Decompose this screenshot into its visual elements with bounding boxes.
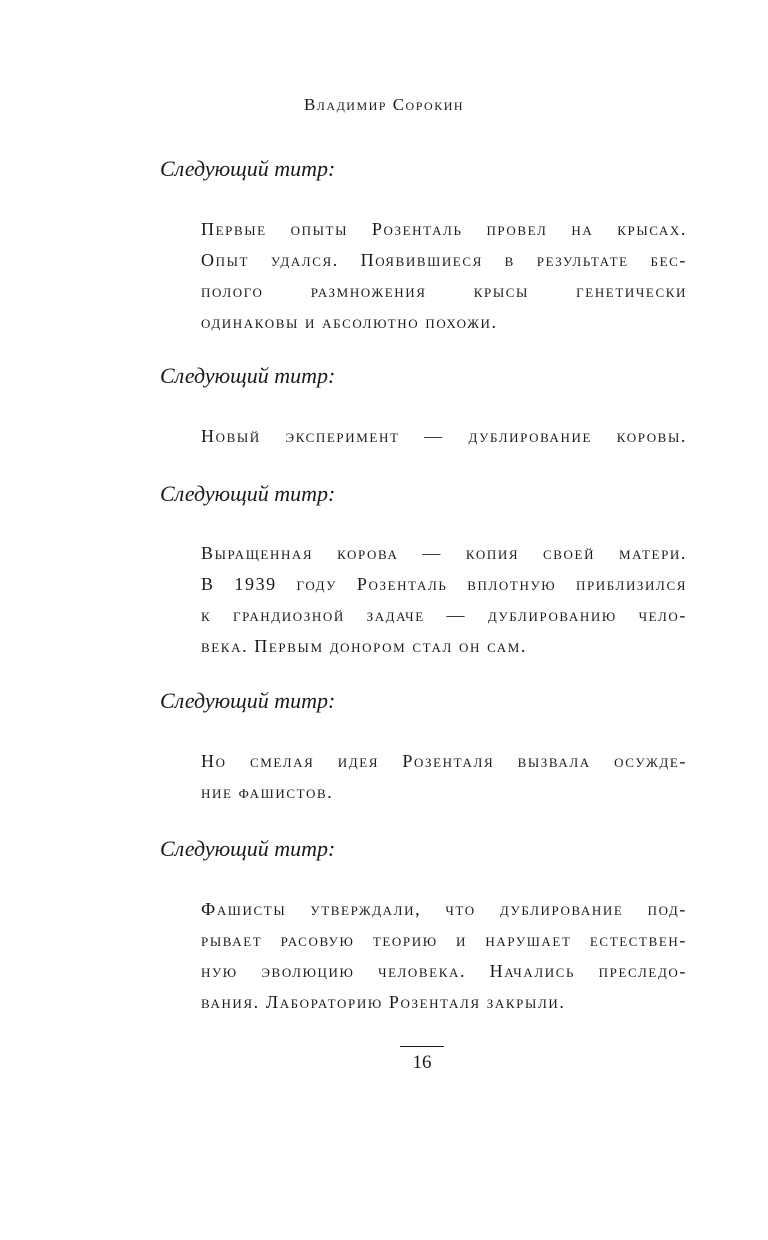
- title-line: Первые опыты Розенталь провел на крысах.: [201, 219, 687, 239]
- title-line: Но смелая идея Розенталя вызвала осужде-: [201, 751, 687, 771]
- cue-line: Следующий титр:: [160, 688, 336, 713]
- title-line: ную эволюцию человека. Начались преследо-: [201, 961, 687, 981]
- running-header: Владимир Сорокин: [303, 95, 465, 114]
- title-line: Фашисты утверждали, что дублирование под-: [201, 899, 687, 919]
- title-card-2: [201, 421, 687, 452]
- title-line: рывает расовую теорию и нарушает естествен-: [201, 930, 687, 950]
- cue-line: Следующий титр:: [160, 156, 336, 181]
- title-line: вания. Лабораторию Розенталя закрыли.: [201, 992, 566, 1012]
- title-line: полого размножения крысы генетически: [201, 281, 687, 301]
- title-line: Опыт удался. Появившиеся в результате бес-: [201, 250, 687, 270]
- title-line: ние фашистов.: [201, 782, 334, 802]
- title-line: одинаковы и абсолютно похожи.: [201, 312, 498, 332]
- title-card-4: [201, 746, 687, 808]
- title-line: к грандиозной задаче — дублированию чело-: [201, 605, 687, 625]
- page-number: 16: [412, 1052, 432, 1073]
- footer-rule: [400, 1046, 444, 1047]
- title-line: В 1939 году Розенталь вплотную приблизился: [201, 574, 687, 594]
- title-card-1: [201, 214, 687, 338]
- title-card-3: [201, 538, 687, 662]
- title-line: Выращенная корова — копия своей матери.: [201, 543, 687, 563]
- title-line: Новый эксперимент — дублирование коровы.: [201, 426, 687, 446]
- cue-line: Следующий титр:: [160, 481, 336, 506]
- title-line: века. Первым донором стал он сам.: [201, 636, 527, 656]
- title-card-5: [201, 894, 687, 1018]
- cue-line: Следующий титр:: [160, 363, 336, 388]
- cue-line: Следующий титр:: [160, 836, 336, 861]
